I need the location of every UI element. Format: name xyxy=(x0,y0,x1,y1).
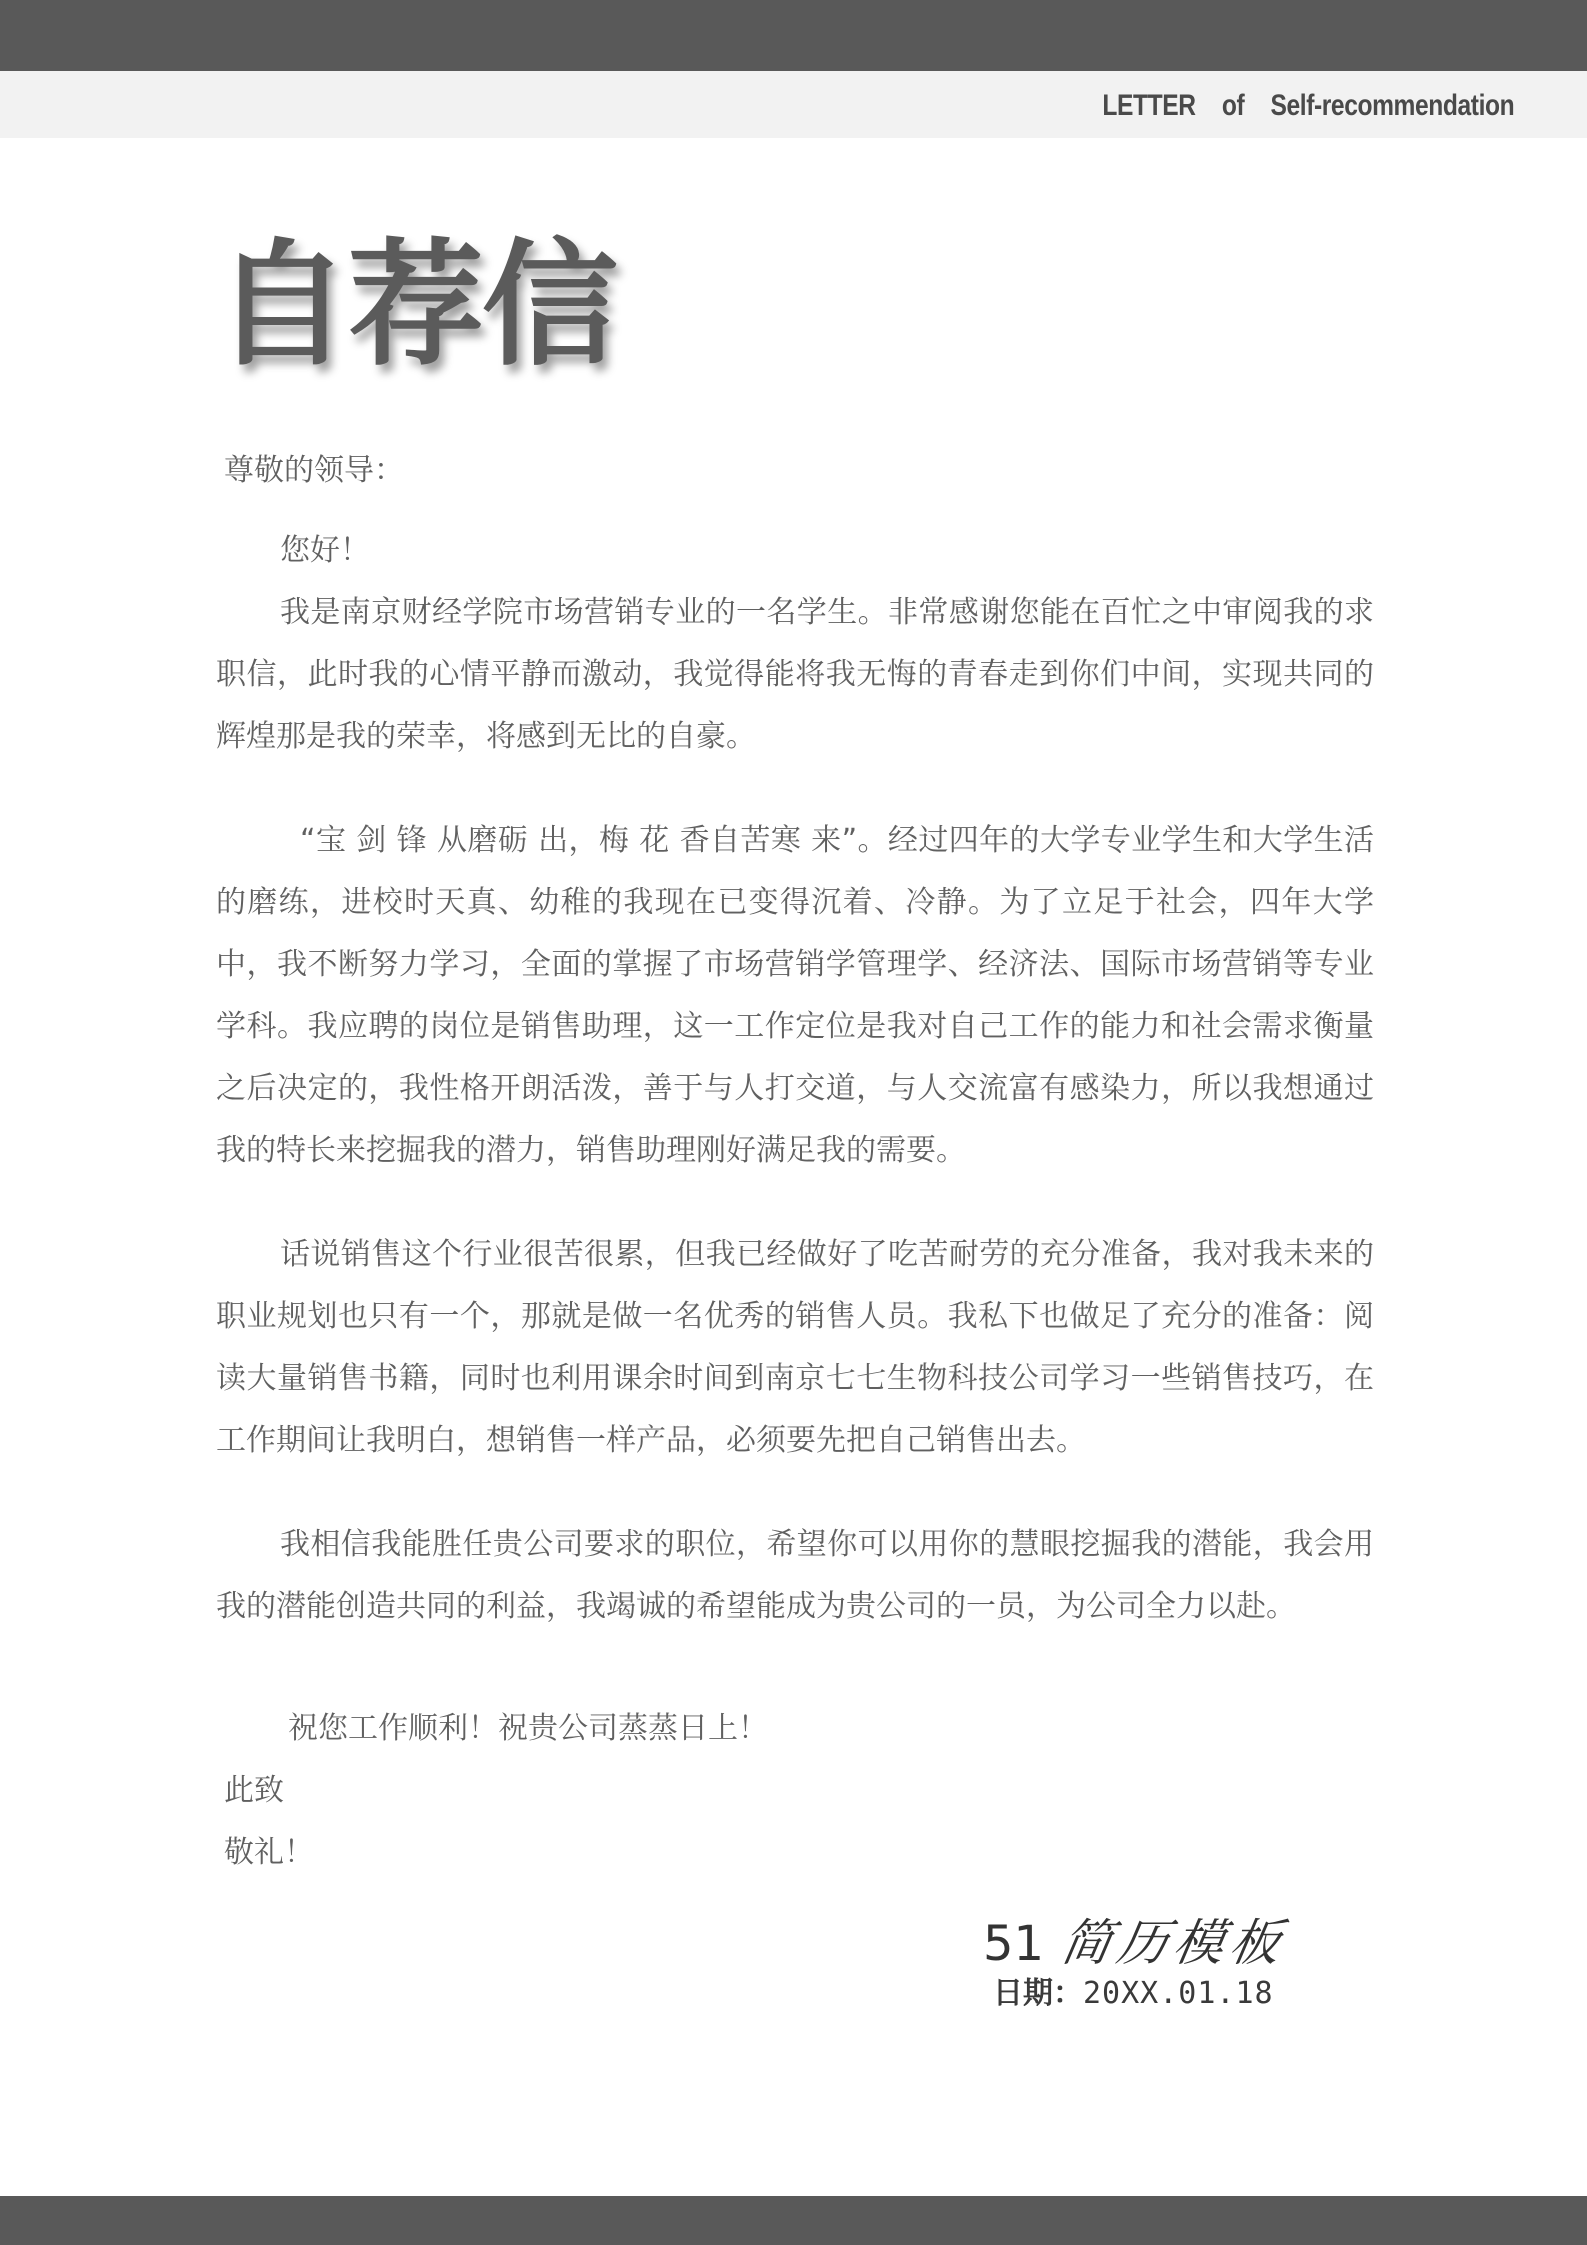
signature-script: 简历模板 xyxy=(1056,1914,1292,1972)
bottom-bar xyxy=(0,2196,1587,2245)
date-value: 20XX.01.18 xyxy=(1083,1976,1274,2011)
header-word-of: of xyxy=(1221,89,1245,122)
greeting-paragraph: 您好！ xyxy=(280,533,370,568)
header-word-self-recommendation: Self-recommendation xyxy=(1270,89,1514,122)
header-word-letter: LETTER xyxy=(1102,89,1196,122)
conclusion-paragraph: 我相信我能胜任贵公司要求的职位，希望你可以用你的慧眼挖掘我的潜能，我会用我的潜能创造共同的利益，我竭诚的希望能成为贵公司的一员，为公司全力以赴。 xyxy=(216,1527,1374,1624)
sign-off-line-1: 此致 xyxy=(224,1773,284,1808)
signature xyxy=(983,1898,1292,1972)
sign-off xyxy=(224,1760,314,1884)
letter-body xyxy=(216,520,1374,1638)
experience-paragraph: “宝 剑 锋 从磨砺 出，梅 花 香自苦寒 来”。经过四年的大学专业学生和大学生活的磨练，进校时天真、幼稚的我现在已变得沉着、冷静。为了立足于社会，四年大学中，我不断努力学习，全面的掌握了市场营销学管理学、经济法、国际市场营销等专业学科。我应聘的岗位是销售助理，这一工作定位是我对自己工作的能力和社会需求衡量之后决定的，我性格开朗活泼，善于与人打交道，与人交流富有感染力，所以我想通过我的特长来挖掘我的潜力，销售助理刚好满足我的需要。 xyxy=(216,823,1374,1168)
top-bar xyxy=(0,0,1587,71)
signature-number: 51 xyxy=(983,1916,1045,1972)
date-label: 日期： xyxy=(993,1976,1083,2011)
sign-off-line-2: 敬礼！ xyxy=(224,1835,314,1870)
preparation-paragraph: 话说销售这个行业很苦很累，但我已经做好了吃苦耐劳的充分准备，我对我未来的职业规划也只有一个，那就是做一名优秀的销售人员。我私下也做足了充分的准备：阅读大量销售书籍，同时也利用课余时间到南京七七生物科技公司学习一些销售技巧，在工作期间让我明白，想销售一样产品，必须要先把自己销售出去。 xyxy=(216,1237,1374,1458)
date-line xyxy=(993,1968,1274,2012)
salutation: 尊敬的领导： xyxy=(224,453,404,488)
closing-wish: 祝您工作顺利！祝贵公司蒸蒸日上！ xyxy=(288,1711,768,1746)
intro-paragraph: 我是南京财经学院市场营销专业的一名学生。非常感谢您能在百忙之中审阅我的求职信，此时我的心情平静而激动，我觉得能将我无悔的青春走到你们中间，实现共同的辉煌那是我的荣幸，将感到无比的自豪。 xyxy=(216,595,1374,754)
page-title: 自荐信 xyxy=(214,227,616,385)
header-title xyxy=(1102,86,1514,126)
